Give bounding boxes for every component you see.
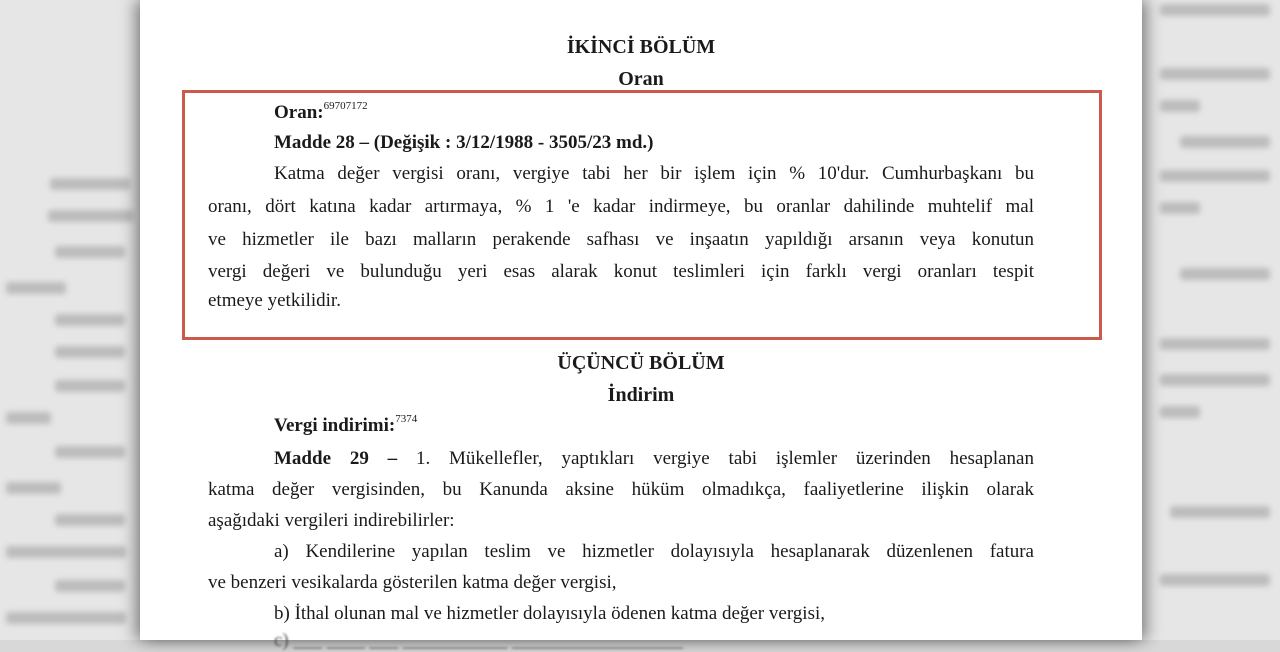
madde-29-item-a: a) Kendilerine yapılan teslim ve hizmetler dolayısıyla hesaplanarak düzenlenen fatura xyxy=(274,541,1034,562)
footnote-ref: 69707172 xyxy=(323,100,368,112)
madde-28-line-4: vergi değeri ve bulunduğu yeri esas alarak konut teslimleri için farklı vergi oranları tespit xyxy=(208,261,1034,282)
heading-text: Vergi indirimi: xyxy=(274,415,396,436)
madde-28-line-5: etmeye yetkilidir. xyxy=(208,290,341,311)
footnote-ref: 7374 xyxy=(395,413,418,425)
madde-29-line-1-text: 1. Mükellefler, yaptıkları vergiye tabi işlemler üzerinden hesaplanan xyxy=(397,448,1034,469)
madde-28-line-3: ve hizmetler ile bazı malların perakende safhası ve inşaatın yapıldığı arsanın veya konutun xyxy=(208,229,1034,250)
article-heading-vergi-indirimi xyxy=(274,413,417,437)
madde-29-item-a-cont: ve benzeri vesikalarda gösterilen katma değer vergisi, xyxy=(208,572,617,593)
madde-29-label: Madde 29 – xyxy=(274,448,398,469)
section-subtitle-indirim: İndirim xyxy=(607,384,675,406)
section-title-ikinci: İKİNCİ BÖLÜM xyxy=(566,36,716,58)
heading-text: Oran: xyxy=(274,102,324,123)
madde-28-title: Madde 28 – (Değişik : 3/12/1988 - 3505/23 md.) xyxy=(274,132,654,153)
section-subtitle-oran: Oran xyxy=(618,68,664,90)
madde-29-line-3: aşağıdaki vergileri indirebilirler: xyxy=(208,510,455,531)
document-page xyxy=(140,0,1142,651)
madde-28-line-2: oranı, dört katına kadar artırmaya, % 1 'e kadar indirmeye, bu oranlar dahilinde muhtelif mal xyxy=(208,196,1034,217)
cut-off-line: c) ___ ____ ___ ___________ __________________ xyxy=(274,630,684,651)
article-heading-oran xyxy=(274,100,368,124)
madde-28-line-1: Katma değer vergisi oranı, vergiye tabi her bir işlem için % 10'dur. Cumhurbaşkanı bu xyxy=(274,163,1034,184)
madde-29-line-1 xyxy=(274,448,1034,470)
section-title-ucuncu: ÜÇÜNCÜ BÖLÜM xyxy=(557,352,725,374)
madde-29-item-b: b) İthal olunan mal ve hizmetler dolayısıyla ödenen katma değer vergisi, xyxy=(274,603,825,624)
madde-29-line-2: katma değer vergisinden, bu Kanunda aksine hüküm olmadıkça, faaliyetlerine ilişkin olarak xyxy=(208,479,1034,500)
